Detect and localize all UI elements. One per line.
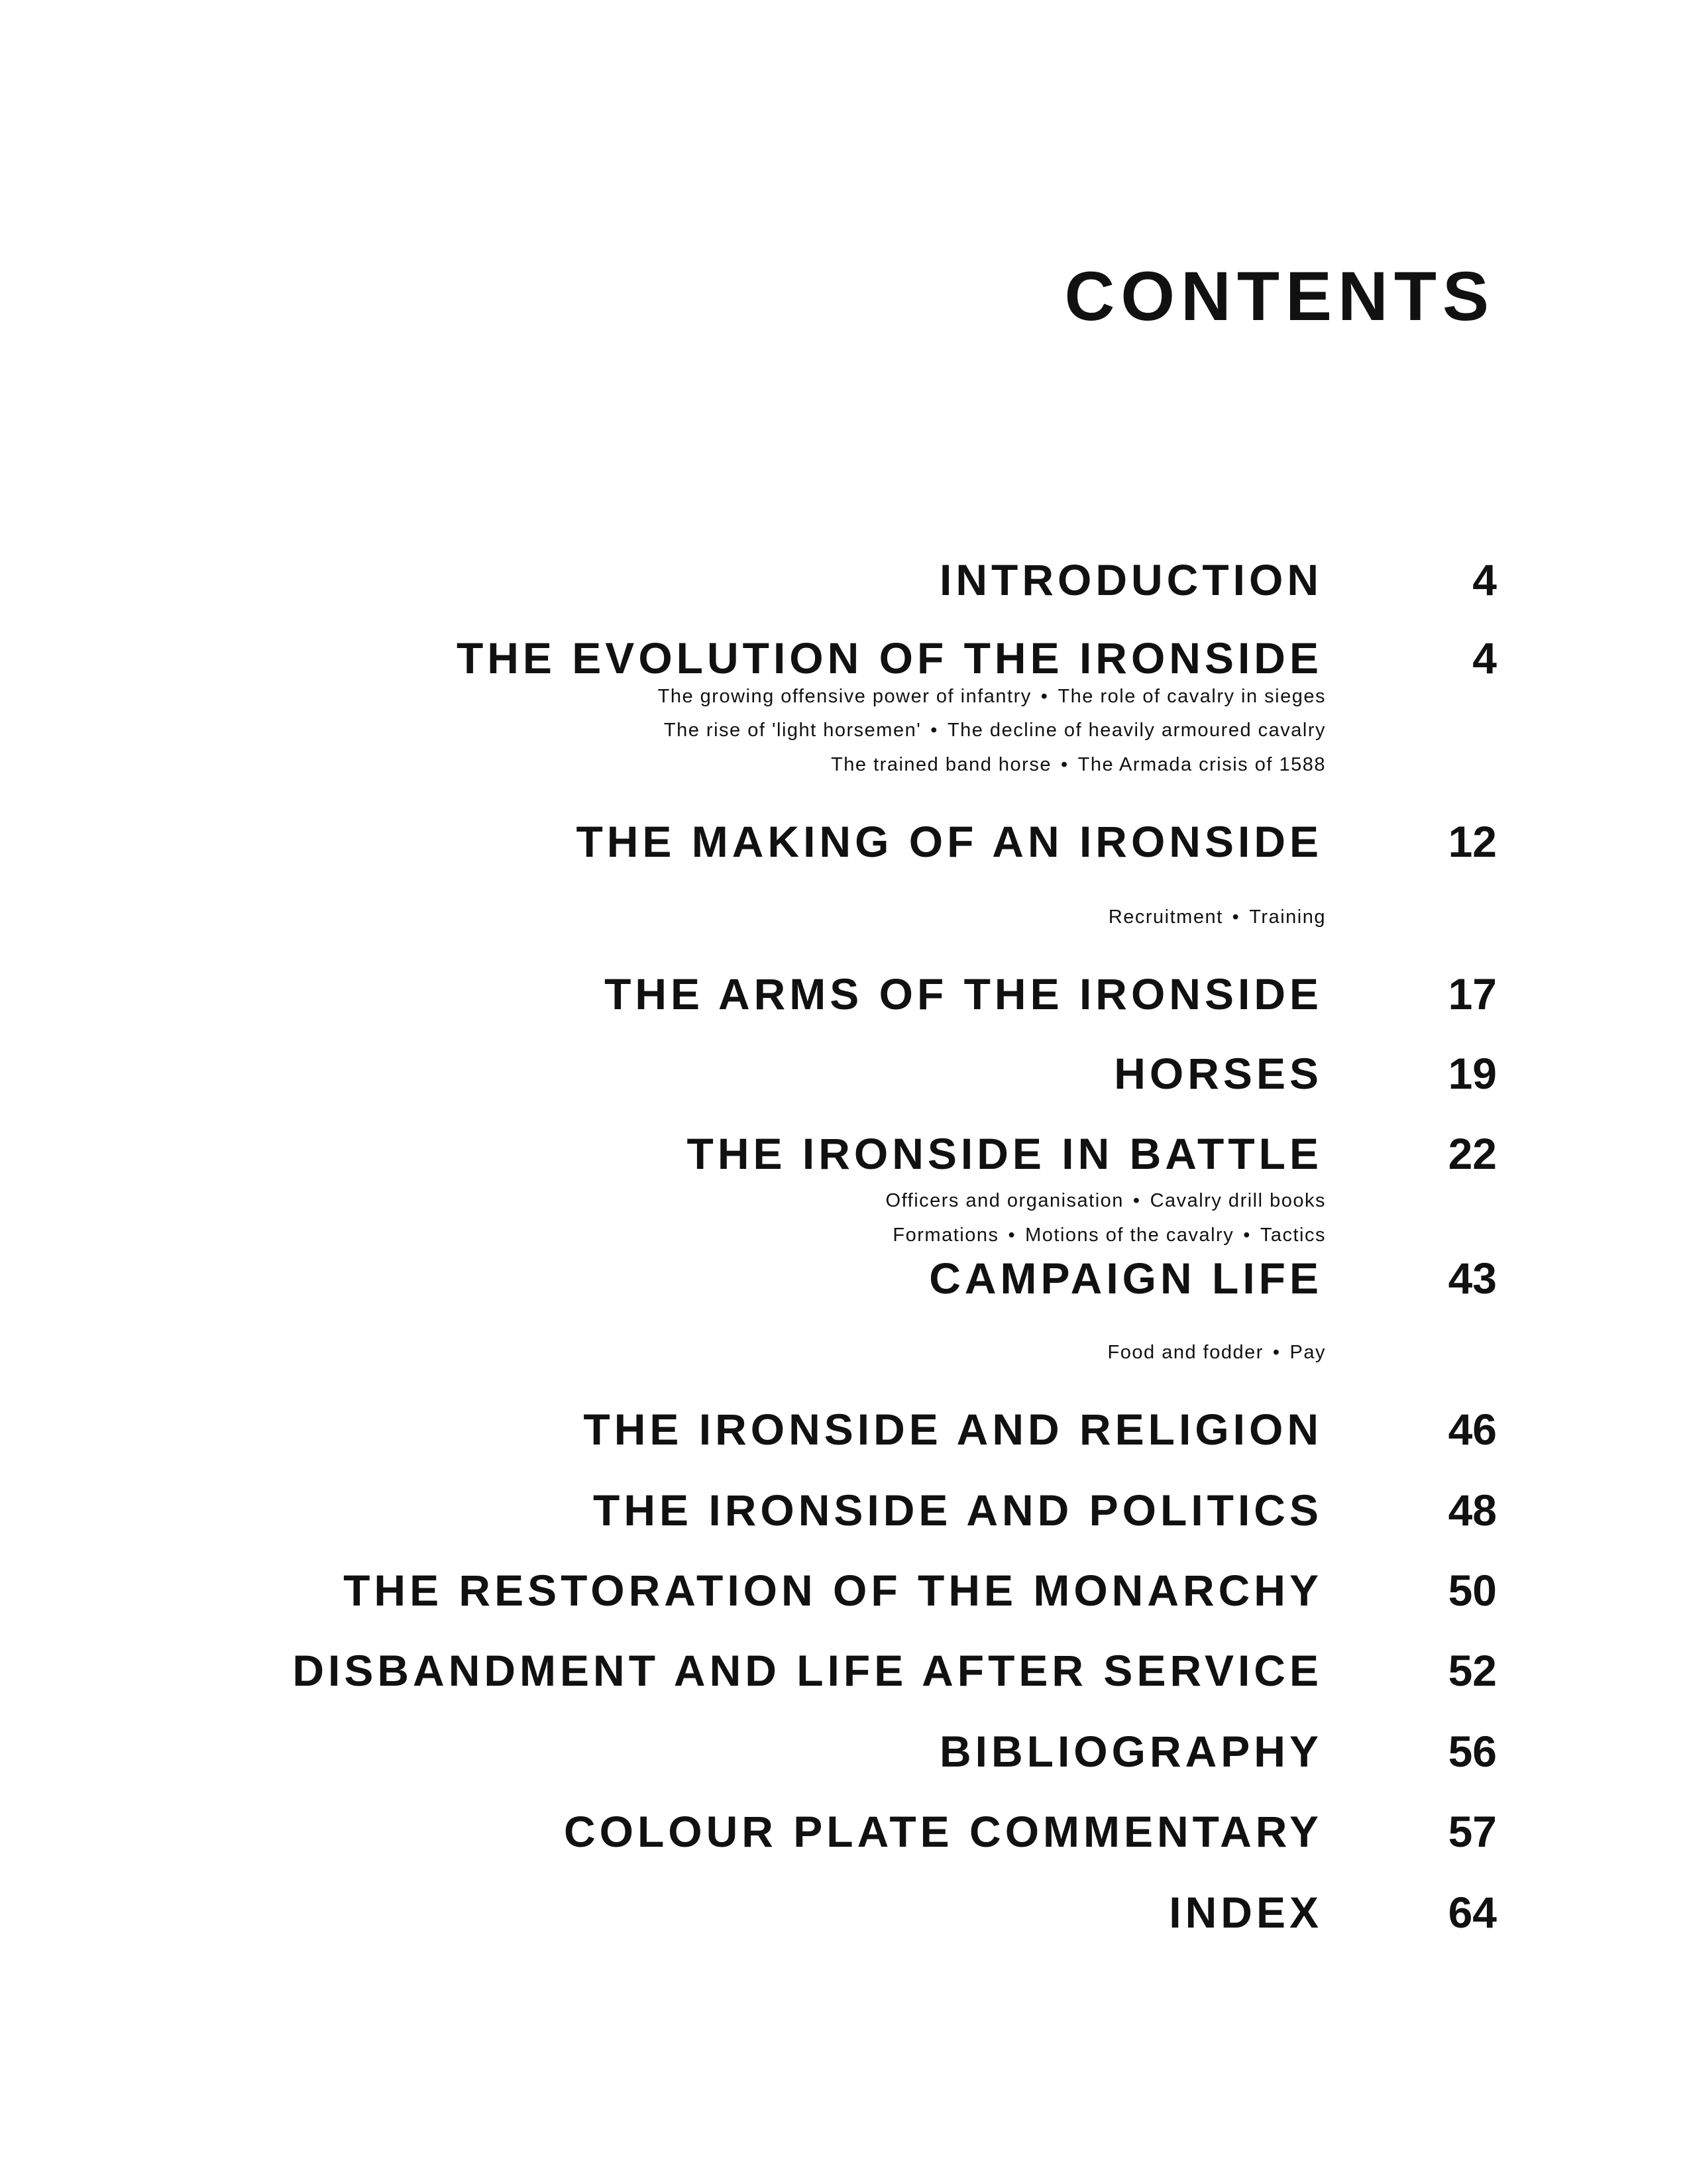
toc-subtopic-line <box>886 1191 1326 1211</box>
bullet-separator: • <box>1040 686 1049 707</box>
toc-entry-title: THE IRONSIDE AND RELIGION <box>583 1405 1323 1454</box>
toc-entry-title: CAMPAIGN LIFE <box>929 1254 1323 1303</box>
bullet-separator: • <box>1132 1190 1141 1211</box>
toc-entry-page: 4 <box>1472 633 1497 682</box>
toc-entry-title: THE RESTORATION OF THE MONARCHY <box>343 1566 1323 1615</box>
toc-entry-title: THE IRONSIDE IN BATTLE <box>686 1129 1323 1178</box>
toc-subtopic-line <box>1108 1343 1326 1362</box>
toc-subtopic: Food and fodder <box>1107 1342 1264 1363</box>
toc-entry-page: 57 <box>1448 1807 1497 1856</box>
toc-entry-page: 19 <box>1448 1049 1497 1098</box>
toc-subtopic-line <box>658 687 1326 706</box>
toc-subtopic: Recruitment <box>1108 906 1223 928</box>
toc-entry-page: 52 <box>1448 1646 1497 1695</box>
toc-subtopic-line <box>664 721 1326 740</box>
toc-entry-page: 48 <box>1448 1486 1497 1535</box>
bullet-separator: • <box>1232 906 1240 928</box>
toc-entry-page: 12 <box>1448 817 1497 866</box>
toc-subtopic: The growing offensive power of infantry <box>657 686 1032 707</box>
bullet-separator: • <box>930 720 938 741</box>
toc-entry-title: THE EVOLUTION OF THE IRONSIDE <box>456 633 1323 682</box>
toc-entry-page: 43 <box>1448 1254 1497 1303</box>
toc-entry-title: THE IRONSIDE AND POLITICS <box>593 1486 1323 1535</box>
bullet-separator: • <box>1243 1225 1251 1246</box>
toc-subtopic: Officers and organisation <box>885 1190 1124 1211</box>
toc-subtopic-line <box>1109 908 1326 927</box>
toc-subtopic: Training <box>1249 906 1326 928</box>
toc-entry-title: HORSES <box>1114 1049 1323 1098</box>
toc-entry-page: 46 <box>1448 1405 1497 1454</box>
toc-entry-title: INDEX <box>1169 1888 1323 1937</box>
toc-subtopic: The rise of 'light horsemen' <box>663 720 922 741</box>
toc-subtopic: Pay <box>1289 1342 1326 1363</box>
bullet-separator: • <box>1008 1225 1016 1246</box>
toc-subtopic: The decline of heavily armoured cavalry <box>947 720 1326 741</box>
toc-entry-page: 17 <box>1448 969 1497 1018</box>
toc-entry-page: 50 <box>1448 1566 1497 1615</box>
toc-subtopic: Tactics <box>1260 1225 1326 1246</box>
bullet-separator: • <box>1272 1342 1281 1363</box>
toc-subtopic: The trained band horse <box>831 754 1052 775</box>
toc-entry-page: 64 <box>1448 1888 1497 1937</box>
toc-entry-title: DISBANDMENT AND LIFE AFTER SERVICE <box>292 1646 1323 1695</box>
toc-subtopic-line <box>831 755 1326 775</box>
toc-entry-page: 4 <box>1472 555 1497 604</box>
bullet-separator: • <box>1060 754 1069 775</box>
toc-subtopic: Cavalry drill books <box>1150 1190 1326 1211</box>
toc-entry-title: BIBLIOGRAPHY <box>939 1727 1323 1776</box>
toc-subtopic: Motions of the cavalry <box>1025 1225 1234 1246</box>
toc-entry-page: 56 <box>1448 1727 1497 1776</box>
toc-subtopic-line <box>893 1226 1326 1245</box>
toc-entry-page: 22 <box>1448 1129 1497 1178</box>
toc-subtopic: Formations <box>893 1225 999 1246</box>
toc-entry-title: THE ARMS OF THE IRONSIDE <box>604 969 1323 1018</box>
toc-entry-title: THE MAKING OF AN IRONSIDE <box>576 817 1323 866</box>
toc-entry-title: INTRODUCTION <box>940 555 1323 604</box>
toc-entry-title: COLOUR PLATE COMMENTARY <box>563 1807 1323 1856</box>
toc-subtopic: The Armada crisis of 1588 <box>1077 754 1326 775</box>
toc-subtopic: The role of cavalry in sieges <box>1058 686 1326 707</box>
page-title: CONTENTS <box>1064 258 1495 335</box>
